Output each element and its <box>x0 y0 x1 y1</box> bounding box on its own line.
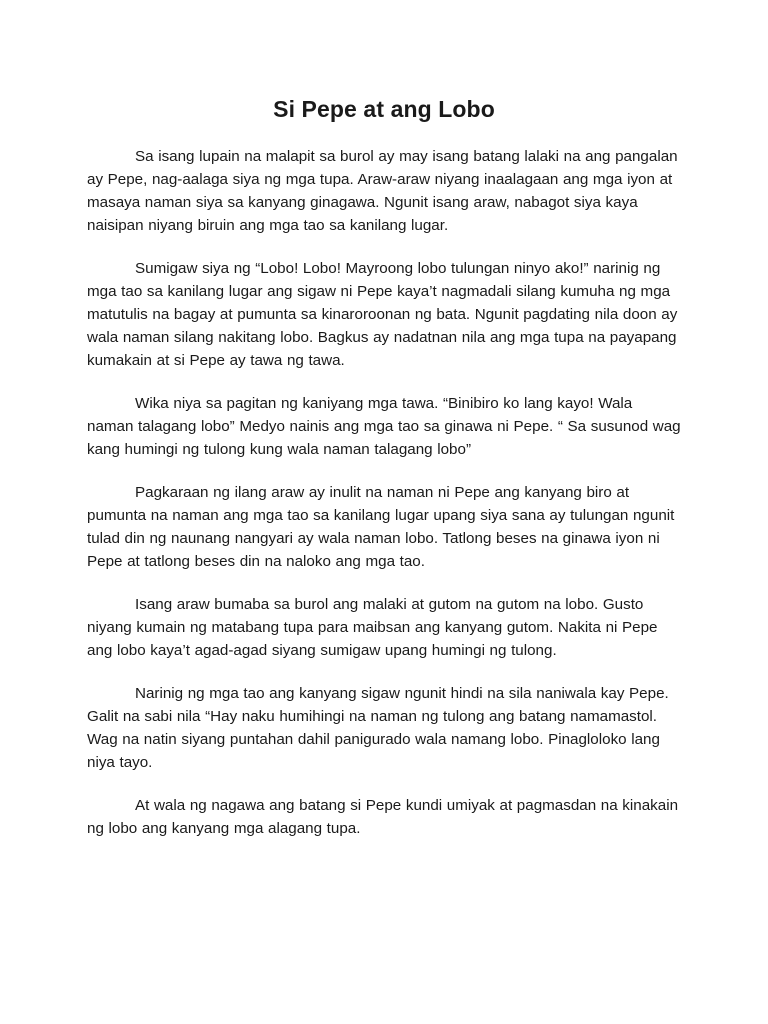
paragraph-6: Narinig ng mga tao ang kanyang sigaw ngunit hindi na sila naniwala kay Pepe. Galit na sabi nila “Hay naku humihingi na naman ng tulong ang batang namamastol. Wag na natin siyang puntahan dahil panigurado wala namang lobo. Pinagloloko lang niya tayo. <box>87 685 669 771</box>
document-title: Si Pepe at ang Lobo <box>273 96 495 122</box>
paragraph-4: Pagkaraan ng ilang araw ay inulit na naman ni Pepe ang kanyang biro at pumunta na naman ang mga tao sa kanilang lugar upang siya sana ay tulungan ngunit tulad din ng naunang nangyari ay wala naman lobo. Tatlong beses na ginawa iyon ni Pepe at tatlong beses din na naloko ang mga tao. <box>87 484 675 570</box>
paragraph-5: Isang araw bumaba sa burol ang malaki at gutom na gutom na lobo. Gusto niyang kumain ng matabang tupa para maibsan ang kanyang gutom. Nakita ni Pepe ang lobo kaya’t agad-agad siyang sumigaw upang humingi ng tulong. <box>87 596 658 659</box>
paragraph-3: Wika niya sa pagitan ng kaniyang mga tawa. “Binibiro ko lang kayo! Wala naman talagang lobo” Medyo nainis ang mga tao sa ginawa ni Pepe. “ Sa susunod wag kang humingi ng tulong kung wala naman talagang lobo” <box>87 395 681 458</box>
paragraph-2: Sumigaw siya ng “Lobo! Lobo! Mayroong lobo tulungan ninyo ako!” narinig ng mga tao sa kanilang lugar ang sigaw ni Pepe kaya’t nagmadali silang kumuha ng mga matutulis na bagay at pumunta sa kinaroroonan ng bata. Ngunit pagdating nila doon ay wala naman silang nakitang lobo. Bagkus ay nadatnan nila ang mga tupa na payapang kumakain at si Pepe ay tawa ng tawa. <box>87 260 678 369</box>
paragraph-7: At wala ng nagawa ang batang si Pepe kundi umiyak at pagmasdan na kinakain ng lobo ang kanyang mga alagang tupa. <box>87 797 679 837</box>
paragraph-1: Sa isang lupain na malapit sa burol ay may isang batang lalaki na ang pangalan ay Pepe, nag-aalaga siya ng mga tupa. Araw-araw niyang inaalagaan ang mga iyon at masaya naman siya sa kanyang ginagawa. Ngunit isang araw, nabagot siya kaya naisipan niyang biruin ang mga tao sa kanilang lugar. <box>87 148 678 234</box>
